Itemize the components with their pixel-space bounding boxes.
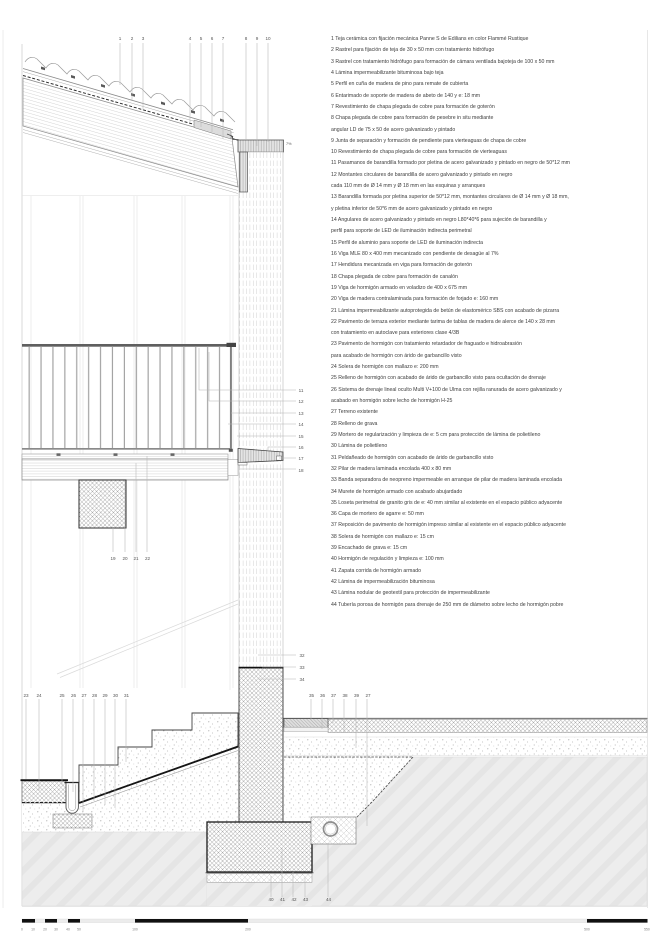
- callout-number: 15: [298, 434, 304, 439]
- legend-line: 9 Junta de separación y formación de pendiente para vierteaguas de chapa de cobre: [331, 137, 527, 144]
- terrain-under-footing: [207, 882, 312, 906]
- scale-label: 200: [245, 927, 251, 932]
- callout-number: 4: [188, 36, 192, 41]
- gravel-subbase: [284, 737, 647, 756]
- legend-line: 6 Entarimado de soporte de madera de abeto de 140 y e: 18 mm: [331, 92, 481, 99]
- blinding-concrete: [207, 874, 312, 883]
- legend-line: 12 Montantes circulares de barandilla de acero galvanizado y pintado en negro: [331, 171, 513, 178]
- callout-number: 35: [308, 693, 315, 698]
- callout-number: 29: [102, 693, 108, 698]
- legend-line: 2 Rastrel para fijación de teja de 30 x 50 mm con tratamiento hidrófugo: [331, 47, 495, 54]
- legend-line: 36 Capa de mortero de agarre e: 50 mm: [331, 511, 424, 518]
- callout-number: 34: [299, 677, 305, 682]
- legend-line: 34 Murete de hormigón armado con acabado abujardado: [331, 488, 463, 495]
- legend-line: 27 Terreno existente: [331, 409, 378, 416]
- legend-line: 10 Revestimiento de chapa plegada de cobre para formación de vierteaguas: [331, 149, 507, 156]
- callout-number: 2: [130, 36, 134, 41]
- handrail-end-bracket: [227, 343, 237, 347]
- scale-bar-labels: [21, 928, 650, 932]
- callout-number: 6: [210, 36, 214, 41]
- scale-label: 500: [584, 927, 590, 932]
- callout-number: 27: [365, 693, 371, 698]
- legend-line: 20 Viga de madera contralaminada para formación de forjado e: 160 mm: [331, 296, 499, 303]
- callout-number: 24: [36, 693, 42, 698]
- callout-number: 43: [302, 897, 309, 902]
- legend-line: 43 Lámina nodular de geotextil para protección de impermeabilizante: [331, 590, 490, 597]
- callout-number: 41: [279, 897, 286, 902]
- callout-number: 11: [298, 388, 304, 393]
- legend-line: y pletina inferior de 50*6 mm de acero galvanizado y pintado en negro: [331, 205, 493, 212]
- callout-number: 37: [330, 693, 337, 698]
- handrail: [22, 344, 232, 347]
- callout-number: 23: [23, 693, 29, 698]
- legend-line: 40 Hormigón de regulación y limpieza e: 100 mm: [331, 556, 444, 563]
- glulam-pillar: [239, 152, 283, 668]
- legend-line: 7 Revestimiento de chapa plegada de cobre para formación de goterón: [331, 103, 495, 110]
- legend-line: cada 110 mm de Ø 14 mm y Ø 18 mm en las esquinas y arranques: [331, 183, 486, 190]
- scale-label: 0: [21, 927, 23, 932]
- scale-label: 550: [644, 927, 650, 932]
- legend-line: 39 Encachado de grava e: 15 cm: [331, 545, 408, 552]
- legend-line: perfil para soporte de LED de iluminación indirecta perimetral: [331, 228, 472, 235]
- callout-number: 36: [319, 693, 326, 698]
- scale-label: 30: [54, 927, 58, 932]
- callout-number: 27: [81, 693, 87, 698]
- legend-line: 16 Viga MLE 80 x 400 mm mecanizado con pendiente de desagüe al 7%: [331, 250, 499, 257]
- clt-floor-slab: [22, 459, 228, 480]
- callout-number: 26: [70, 693, 77, 698]
- callout-number: 18: [298, 468, 304, 473]
- cantilever-concrete-beam: [79, 480, 126, 528]
- callout-number: 40: [268, 897, 274, 902]
- drainage-channel: [65, 783, 81, 814]
- legend-line: 15 Perfil de aluminio para soporte de LED de iluminación indirecta: [331, 239, 483, 246]
- callout-number: 8: [244, 36, 248, 41]
- granite-slab: [284, 719, 328, 728]
- legend-line: 32 Pilar de madera laminada encolada 400 x 80 mm: [331, 465, 452, 472]
- legend-line: 21 Lámina impermeabilizante autoprotegida de betún de elastomérico SBS con acabado de pizarra: [331, 307, 560, 314]
- callout-number: 10: [265, 36, 271, 41]
- callout-number: 44: [325, 897, 332, 902]
- public-space-ground: [283, 718, 648, 906]
- legend: [331, 34, 663, 611]
- roof-section: [23, 57, 239, 193]
- legend-line: 26 Sistema de drenaje lineal oculto Multi V+100 de Ulma con rejilla ranurada de acero galvanizado y: [331, 386, 562, 393]
- roof-structure-band: [23, 78, 238, 187]
- parapet-cap: [238, 140, 284, 152]
- callout-number: 25: [59, 693, 65, 698]
- callout-number: 19: [110, 556, 116, 561]
- legend-line: angular LD de 75 x 50 de acero galvanizado y pintado: [331, 126, 456, 133]
- legend-line: 3 Rastrel con tratamiento hidrófugo para formación de cámara ventilada bajoteja de 100 x 50 mm: [331, 58, 555, 65]
- legend-line: 33 Banda separadora de neopreno impermeable en arranque de pilar de madera laminada encolada: [331, 477, 563, 484]
- callout-number: 17: [298, 456, 304, 461]
- legend-line: 38 Solera de hormigón con mallazo e: 15 cm: [331, 533, 434, 540]
- legend-line: para acabado de hormigón con árido de garbancillo visto: [331, 352, 462, 359]
- callout-number: 33: [299, 665, 305, 670]
- callout-number: 31: [123, 693, 130, 698]
- scale-label: 50: [77, 927, 81, 932]
- callout-number: 22: [144, 556, 151, 561]
- callout-number: 1: [118, 36, 122, 41]
- legend-line: 14 Angulares de acero galvanizado y pintado en negro L80*40*6 para sujeción de barandilla y: [331, 217, 547, 223]
- callout-number: 42: [291, 897, 297, 902]
- concrete-pavement-slab: [22, 781, 66, 803]
- callout-number: 20: [122, 556, 128, 561]
- legend-line: 19 Viga de hormigón armado en voladizo de 400 x 675 mm: [331, 284, 468, 291]
- balusters: [26, 347, 232, 449]
- timber-pillar: [238, 140, 284, 668]
- callout-number: 9: [255, 36, 259, 41]
- scale-label: 40: [66, 927, 70, 932]
- bottom-flat-bar: [22, 448, 232, 450]
- callout-number: 13: [298, 411, 304, 416]
- scale-label: 100: [132, 927, 138, 932]
- callout-number: 38: [342, 693, 348, 698]
- legend-line: 31 Peldañeado de hormigón con acabado de árido de garbancillo visto: [331, 454, 494, 461]
- scale-bar: [22, 919, 648, 923]
- terrain-left: [22, 832, 207, 906]
- copper-drip-flashing: [240, 152, 248, 192]
- slope-annotation: 7%: [286, 142, 292, 146]
- legend-line: 1 Teja cerámica con fijación mecánica Panne S de Edilians en color Flammé Rustique: [331, 36, 529, 42]
- strip-footing: [207, 822, 312, 872]
- legend-line: 24 Solera de hormigón con mallazo e: 200 mm: [331, 364, 439, 371]
- legend-line: 30 Lámina de polietileno: [331, 443, 388, 450]
- callout-number: 39: [353, 693, 360, 698]
- callout-number: 12: [298, 399, 304, 404]
- legend-line: acabado en hormigón sobre lecho de hormigón H-25: [331, 398, 453, 404]
- legend-line: 4 Lámina impermeabilizante bituminosa bajo teja: [331, 69, 444, 76]
- angle-bracket: [229, 449, 233, 452]
- edge-junction: [228, 460, 238, 476]
- scale-label: 10: [31, 927, 35, 932]
- legend-line: 35 Loseta perimetral de granito gris de e: 40 mm similar al existente en el espacio público adyacente: [331, 499, 563, 506]
- callout-number: 14: [298, 422, 304, 427]
- callout-number: 21: [133, 556, 139, 561]
- stamped-concrete-pavement: [328, 720, 647, 733]
- callout-number: 5: [199, 36, 203, 41]
- legend-line: 41 Zapata corrida de hormigón armado: [331, 567, 421, 574]
- concrete-murete: [239, 668, 283, 822]
- legend-line: 37 Reposición de pavimento de hormigón impreso similar al existente en el espacio público adyacente: [331, 522, 567, 529]
- legend-line: 22 Pavimento de terraza exterior mediante tarima de tablas de madera de alerce de 140 x 28 mm: [331, 318, 556, 325]
- callout-number: 28: [91, 693, 98, 698]
- legend-line: con tratamiento en autoclave para exteriores clase 4/3B: [331, 330, 460, 337]
- legend-line: 5 Perfil en cuña de madera de pino para remate de cubierta: [331, 81, 469, 88]
- copper-gutter: [238, 463, 247, 466]
- legend-line: 17 Hendidura mecanizada en viga para formación de goterón: [331, 262, 473, 269]
- callout-number: 3: [141, 36, 145, 41]
- legend-line: 11 Pasamanos de barandilla formado por pletina de acero galvanizado y pintado en negro de 50*12 mm: [331, 160, 570, 167]
- railing: [22, 343, 236, 450]
- callout-number: 32: [299, 653, 305, 658]
- channel-concrete-bed: [53, 814, 92, 828]
- legend-line: 28 Relleno de grava: [331, 420, 378, 427]
- scale-label: 20: [43, 927, 47, 932]
- legend-line: 42 Lámina de impermeabilización bituminosa: [331, 579, 435, 585]
- callout-number: 7: [221, 36, 225, 41]
- callout-number: 16: [298, 445, 304, 450]
- legend-line: 18 Chapa plegada de cobre para formación de canalón: [331, 273, 458, 280]
- porous-drain-pipe: [324, 822, 338, 836]
- callout-number: 30: [112, 693, 119, 698]
- legend-line: 13 Barandilla formada por pletina superior de 50*12 mm, montantes circulares de Ø 14 mm y Ø 18 mm,: [331, 194, 569, 201]
- legend-line: 23 Pavimento de hormigón con tratamiento retardador de fraguado e hidroabrasión: [331, 341, 522, 348]
- legend-line: 25 Relleno de hormigón con acabado de árido de garbancillo visto para ocultación de drenaje: [331, 375, 546, 382]
- mortar-bed: [284, 727, 328, 731]
- legend-line: 29 Mortero de regularización y limpieza de e: 5 cm para protección de lámina de polietileno: [331, 431, 541, 438]
- legend-line: 44 Tubería porosa de hormigón para drenaje de 250 mm de diámetro sobre lecho de hormigón pobre: [331, 601, 564, 608]
- legend-line: 8 Chapa plegada de cobre para formación de pesebre in situ mediante: [331, 115, 494, 122]
